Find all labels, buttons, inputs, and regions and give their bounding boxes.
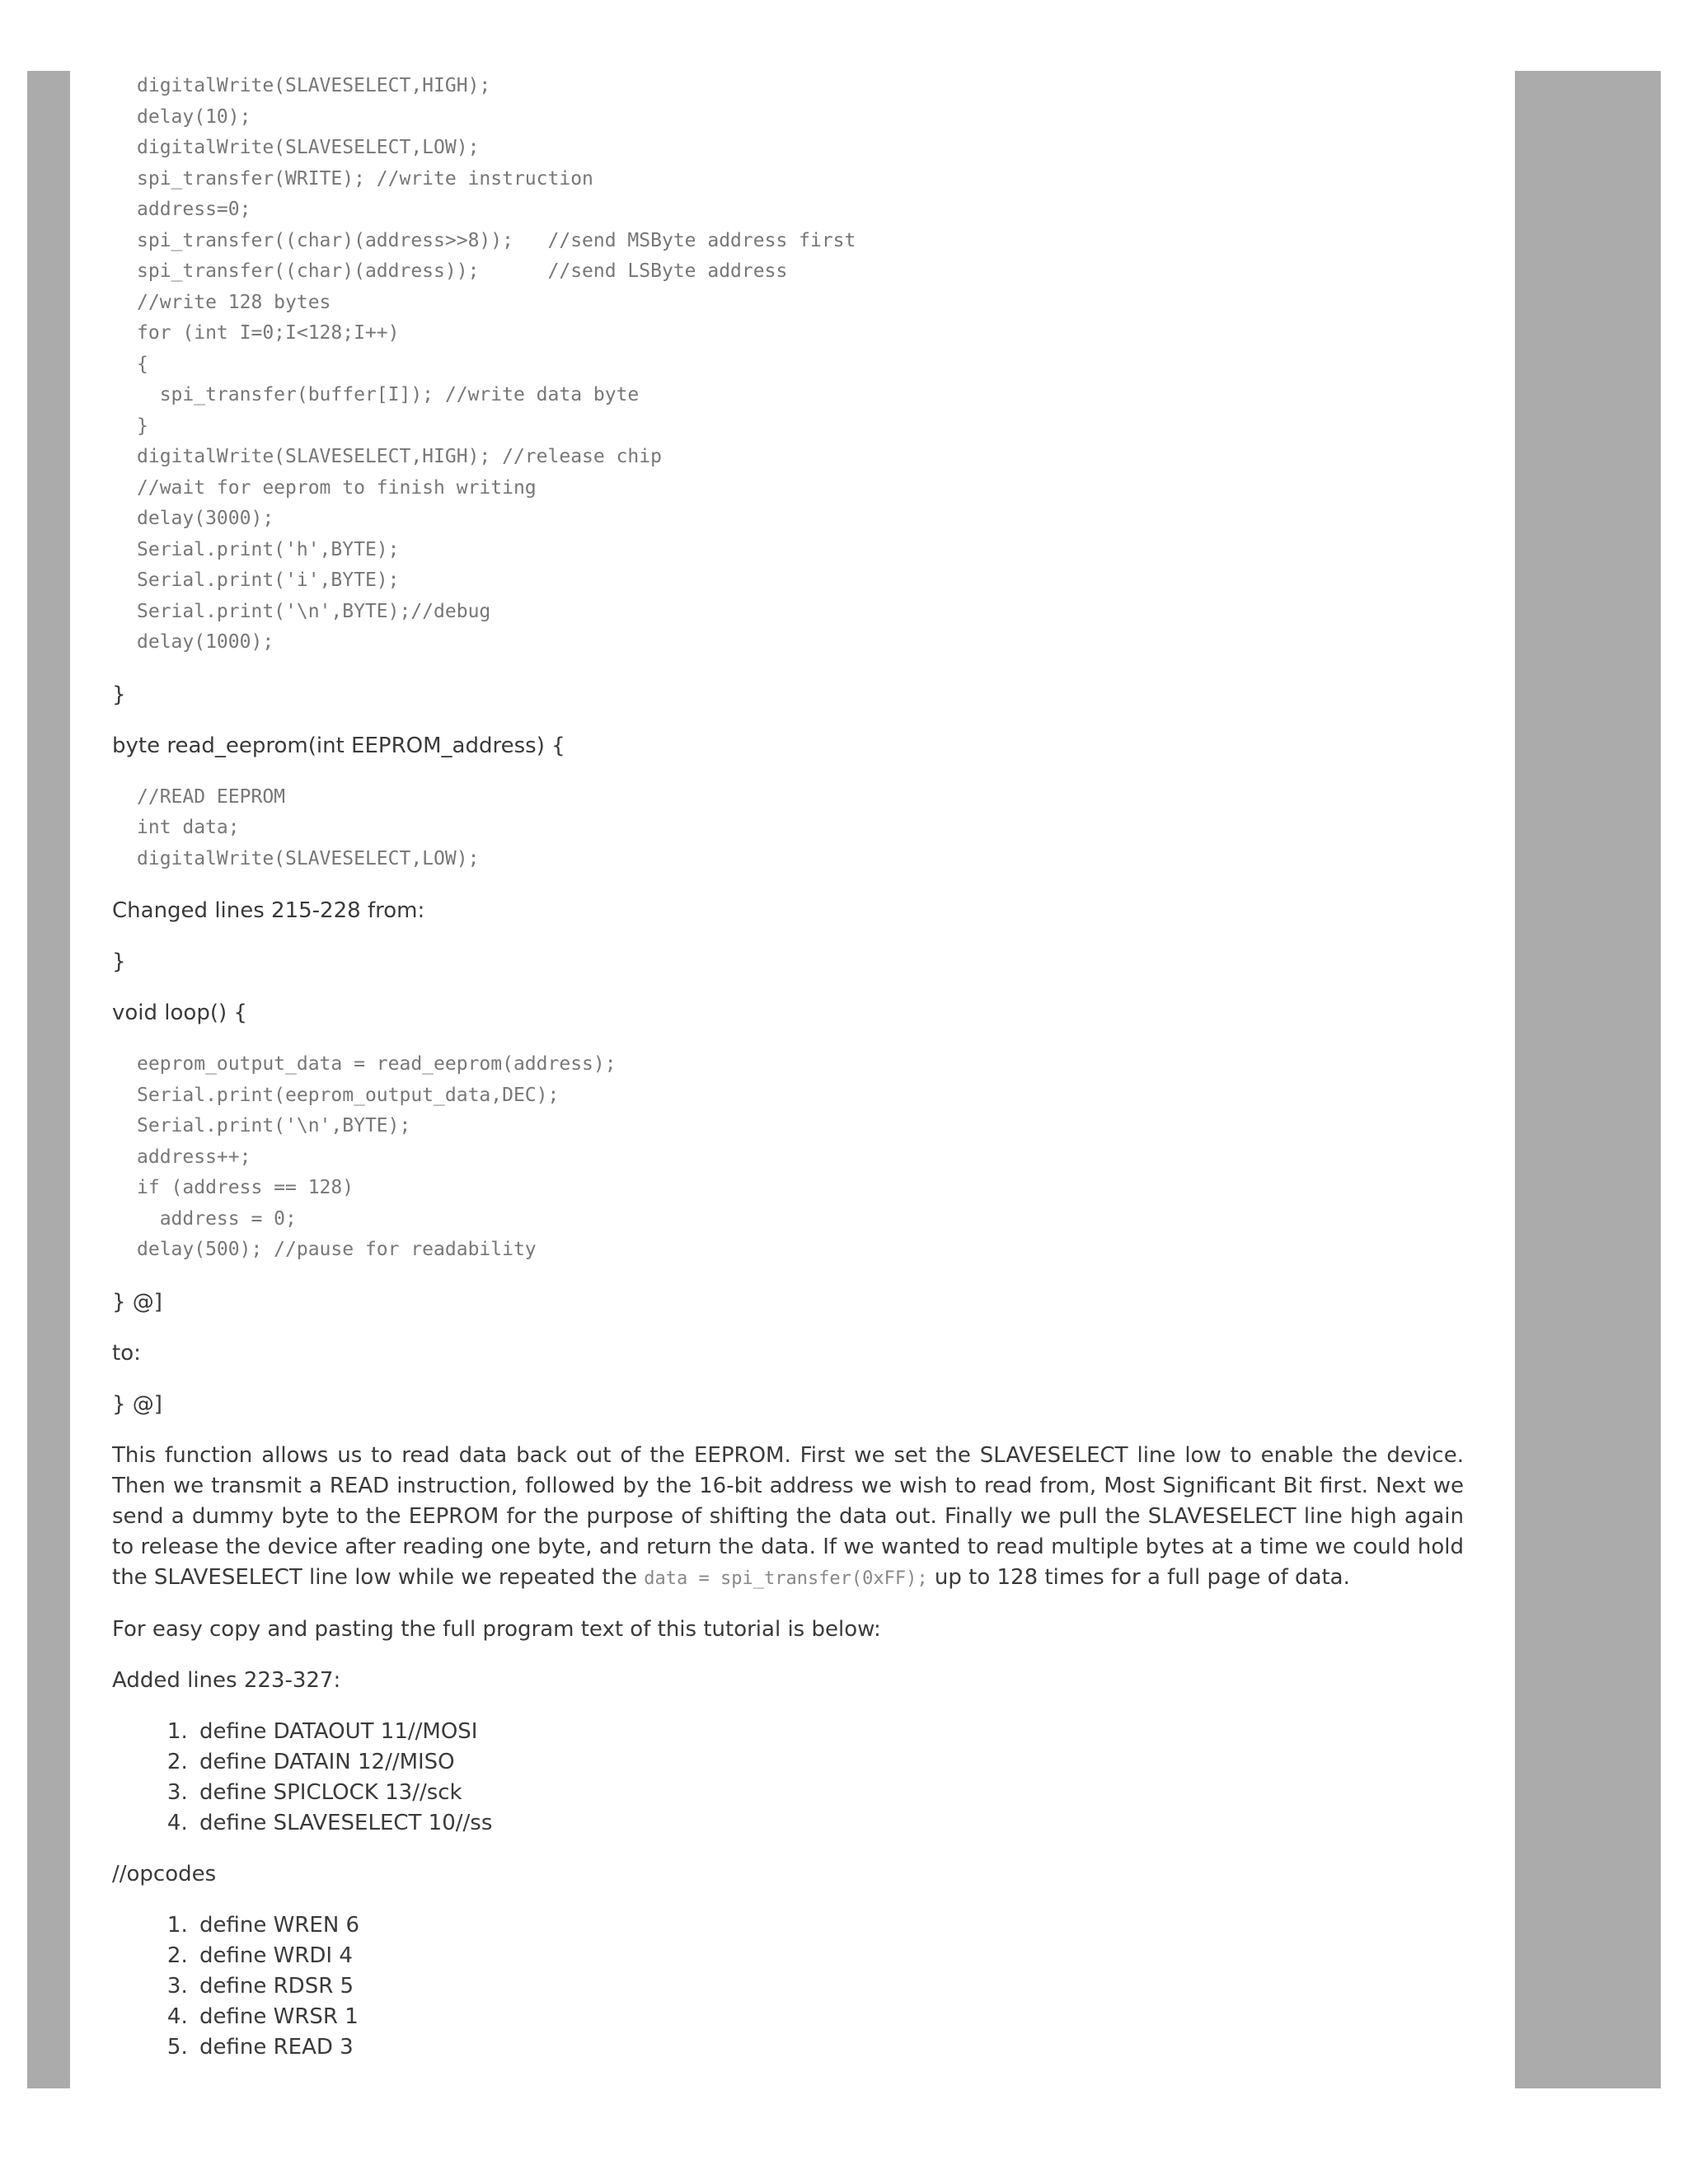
- code-line: address = 0;: [137, 1207, 297, 1230]
- function-description: [112, 1441, 1464, 1594]
- loop-signature: void loop() {: [112, 1001, 247, 1025]
- code-line: Serial.print('h',BYTE);: [137, 538, 400, 560]
- right-margin-bar: [1515, 71, 1661, 2088]
- copy-note: For easy copy and pasting the full program text of this tutorial is below:: [112, 1616, 881, 1642]
- code-block-write-eeprom: [112, 71, 1472, 658]
- read-eeprom-signature: byte read_eeprom(int EEPROM_address) {: [112, 733, 565, 758]
- changed-lines-note: Changed lines 215-228 from:: [112, 898, 425, 923]
- list-item: 2. define WRDI 4: [195, 1941, 1472, 1971]
- code-line: spi_transfer(buffer[I]); //write data byte: [137, 384, 640, 405]
- closing-brace: }: [112, 682, 126, 707]
- code-line: eeprom_output_data = read_eeprom(address);: [137, 1053, 617, 1075]
- list-item: 3. define SPICLOCK 13//sck: [195, 1778, 1472, 1808]
- code-line: {: [137, 353, 148, 375]
- code-line: digitalWrite(SLAVESELECT,HIGH); //release chip: [137, 446, 662, 467]
- code-line: Serial.print(eeprom_output_data,DEC);: [137, 1084, 560, 1106]
- added-lines-note: Added lines 223-327:: [112, 1667, 341, 1693]
- code-line: for (int I=0;I<128;I++): [137, 322, 400, 344]
- list-item: 2. define DATAIN 12//MISO: [195, 1747, 1472, 1778]
- to-label: to:: [112, 1340, 141, 1366]
- code-line: digitalWrite(SLAVESELECT,LOW);: [137, 137, 480, 158]
- list-item: 1. define DATAOUT 11//MOSI: [195, 1717, 1472, 1747]
- page-content: [112, 71, 1472, 2088]
- code-line: Serial.print('\n',BYTE);: [137, 1115, 411, 1137]
- code-line: spi_transfer(WRITE); //write instruction: [137, 167, 593, 190]
- description-text: This function allows us to read data back out of the EEPROM. First we set the SLAVESELECT line low to enable the device. Then we transmit a READ instruction, followed by the 16-bit address we wish to read from, Most Significant Bit first. Next we send a dummy byte to the EEPROM for the purpose of shifting the data out. Finally we pull the SLAVESELECT line high again to release the device after reading one byte, and return the data. If we wanted to read multiple bytes at a time we could hold the SLAVESELECT line low while we repeated the: [112, 1442, 1464, 1590]
- inline-code: data = spi_transfer(0xFF);: [644, 1568, 928, 1589]
- opcodes-label: //opcodes: [112, 1861, 217, 1886]
- code-line: digitalWrite(SLAVESELECT,LOW);: [137, 847, 480, 869]
- code-line: Serial.print('\n',BYTE);//debug: [137, 600, 491, 622]
- list-item: 3. define RDSR 5: [195, 1971, 1472, 2002]
- close-marker: } @]: [112, 1289, 162, 1315]
- code-line: address=0;: [137, 199, 251, 220]
- code-line: digitalWrite(SLAVESELECT,HIGH);: [137, 75, 491, 96]
- pin-define-list: [112, 1717, 1472, 1839]
- code-line: //write 128 bytes: [137, 291, 331, 313]
- code-line: address++;: [137, 1146, 251, 1168]
- close-marker: } @]: [112, 1391, 162, 1417]
- code-line: spi_transfer((char)(address>>8)); //send MSByte address first: [137, 229, 856, 251]
- code-line: if (address == 128): [137, 1177, 354, 1198]
- code-block-read-eeprom: [112, 782, 1472, 875]
- code-line: delay(3000);: [137, 508, 274, 529]
- code-line: delay(500); //pause for readability: [137, 1239, 537, 1260]
- list-item: 1. define WREN 6: [195, 1910, 1472, 1941]
- code-line: //wait for eeprom to finish writing: [137, 476, 537, 499]
- code-line: spi_transfer((char)(address)); //send LSByte address: [137, 260, 788, 282]
- code-line: Serial.print('i',BYTE);: [137, 569, 400, 591]
- code-block-loop: [112, 1049, 1472, 1266]
- code-line: }: [137, 415, 148, 437]
- code-line: delay(10);: [137, 105, 251, 128]
- left-margin-bar: [27, 71, 70, 2088]
- code-line: //READ EEPROM: [137, 785, 286, 808]
- closing-brace: }: [112, 949, 126, 974]
- opcode-define-list: [112, 1910, 1472, 2063]
- code-line: int data;: [137, 817, 240, 838]
- list-item: 4. define WRSR 1: [195, 2002, 1472, 2032]
- description-text: up to 128 times for a full page of data.: [927, 1564, 1350, 1590]
- code-line: delay(1000);: [137, 631, 274, 653]
- list-item: 4. define SLAVESELECT 10//ss: [195, 1808, 1472, 1839]
- list-item: 5. define READ 3: [195, 2032, 1472, 2063]
